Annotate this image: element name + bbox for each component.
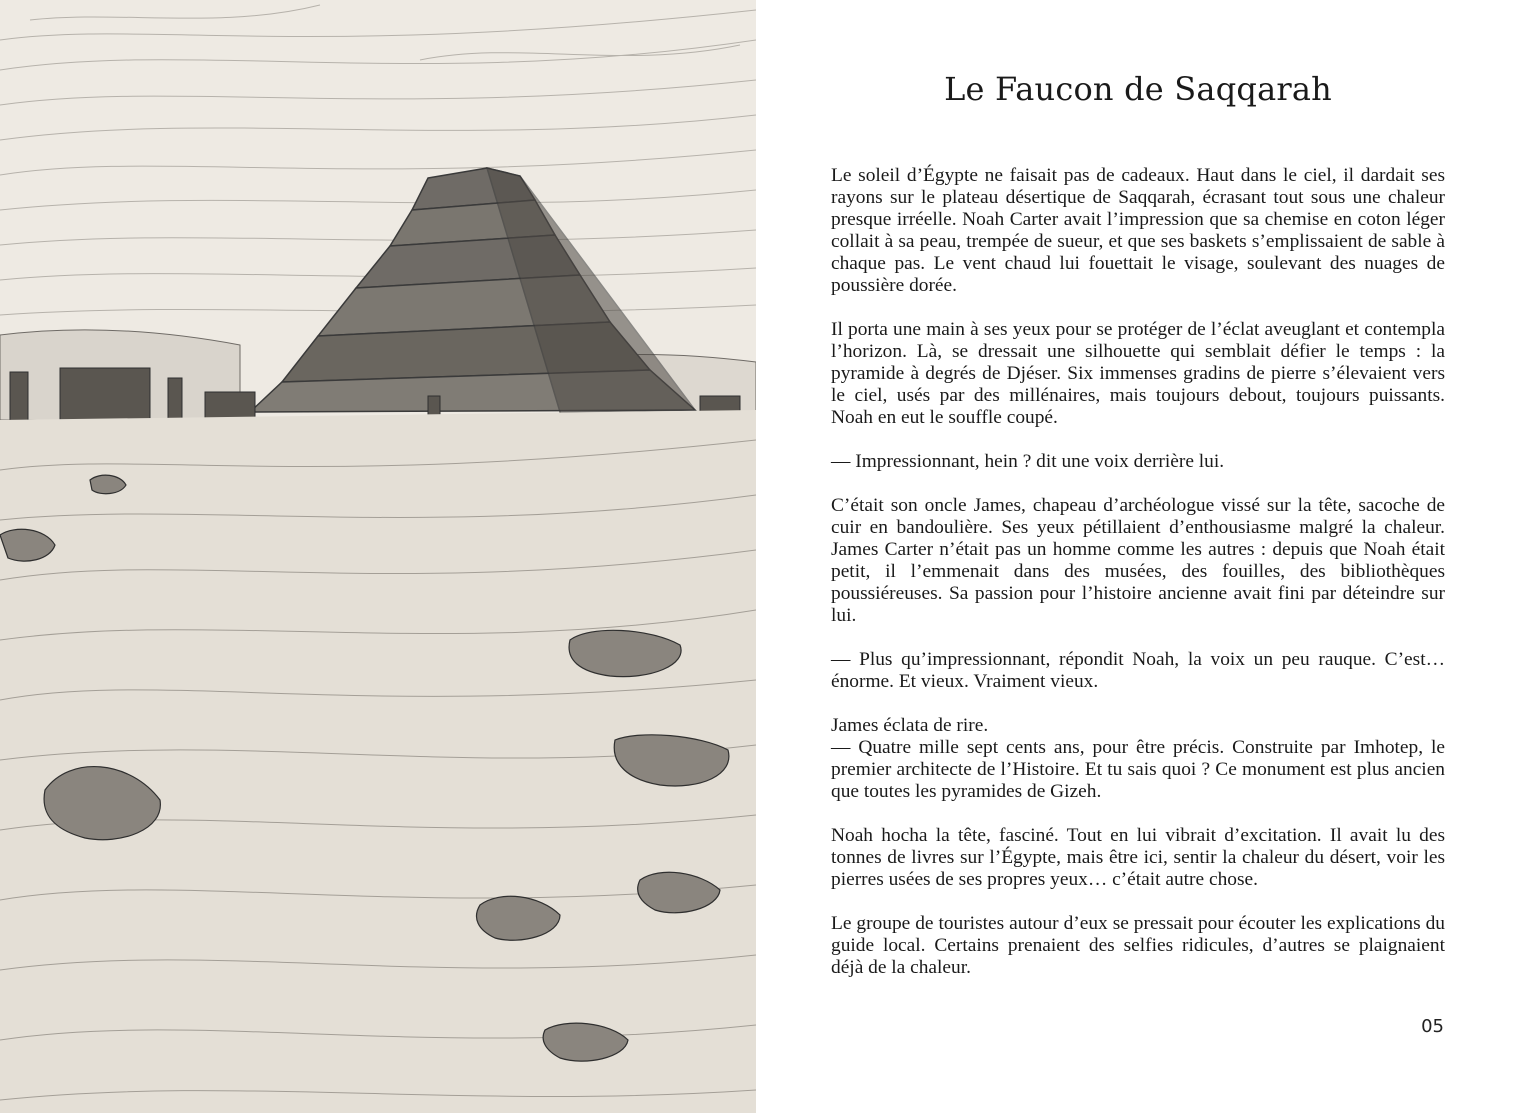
chapter-title: Le Faucon de Saqqarah (944, 70, 1332, 108)
text-page (756, 0, 1520, 1113)
paragraph: — Quatre mille sept cents ans, pour être précis. Construite par Imhotep, le premier architecte de l’Histoire. Et tu sais quoi ? Ce monument est plus ancien que toutes les pyramides de Gizeh. (831, 737, 1445, 802)
paragraph: Noah hocha la tête, fasciné. Tout en lui vibrait d’excitation. Il avait lu des tonnes de livres sur l’Égypte, mais être ici, sentir la chaleur du désert, voir les pierres usées de ses propres yeux… c’était autre chose. (831, 825, 1445, 890)
chapter-body (831, 165, 1445, 1001)
page-number: 05 (1421, 1016, 1444, 1037)
paragraph: C’était son oncle James, chapeau d’archéologue vissé sur la tête, sacoche de cuir en bandoulière. Ses yeux pétillaient d’enthousiasme malgré la chaleur. James Carter n’était pas un homme comme les autres : depuis que Noah était petit, il l’emmenait dans des musées, des fouilles, des bibliothèques poussiéreuses. Sa passion pour l’histoire ancienne avait fini par déteindre sur lui. (831, 495, 1445, 626)
paragraph: Le groupe de touristes autour d’eux se pressait pour écouter les explications du guide local. Certains prenaient des selfies ridicules, d’autres se plaignaient déjà de la chaleur. (831, 913, 1445, 978)
pyramid-illustration (0, 0, 756, 1113)
paragraph: Le soleil d’Égypte ne faisait pas de cadeaux. Haut dans le ciel, il dardait ses rayons sur le plateau désertique de Saqqarah, écrasant tout sous une chaleur presque irréelle. Noah Carter avait l’impression que sa chemise en coton léger collait à sa peau, trempée de sueur, et que ses baskets s’emplissaient de sable à chaque pas. Le vent chaud lui fouettait le visage, soulevant des nuages de poussière dorée. (831, 165, 1445, 296)
paragraph: Il porta une main à ses yeux pour se protéger de l’éclat aveuglant et contempla l’horizon. Là, se dressait une silhouette qui semblait défier le temps : la pyramide à degrés de Djéser. Six immenses gradins de pierre s’élevaient vers le ciel, usés par des millénaires, mais toujours debout, toujours puissants. Noah en eut le souffle coupé. (831, 319, 1445, 428)
paragraph: James éclata de rire. (831, 715, 989, 736)
step-pyramid-sketch-icon (0, 0, 756, 1113)
paragraph: — Plus qu’impressionnant, répondit Noah, la voix un peu rauque. C’est… énorme. Et vieux. Vraiment vieux. (831, 649, 1445, 692)
paragraph: — Impressionnant, hein ? dit une voix derrière lui. (831, 451, 1225, 472)
